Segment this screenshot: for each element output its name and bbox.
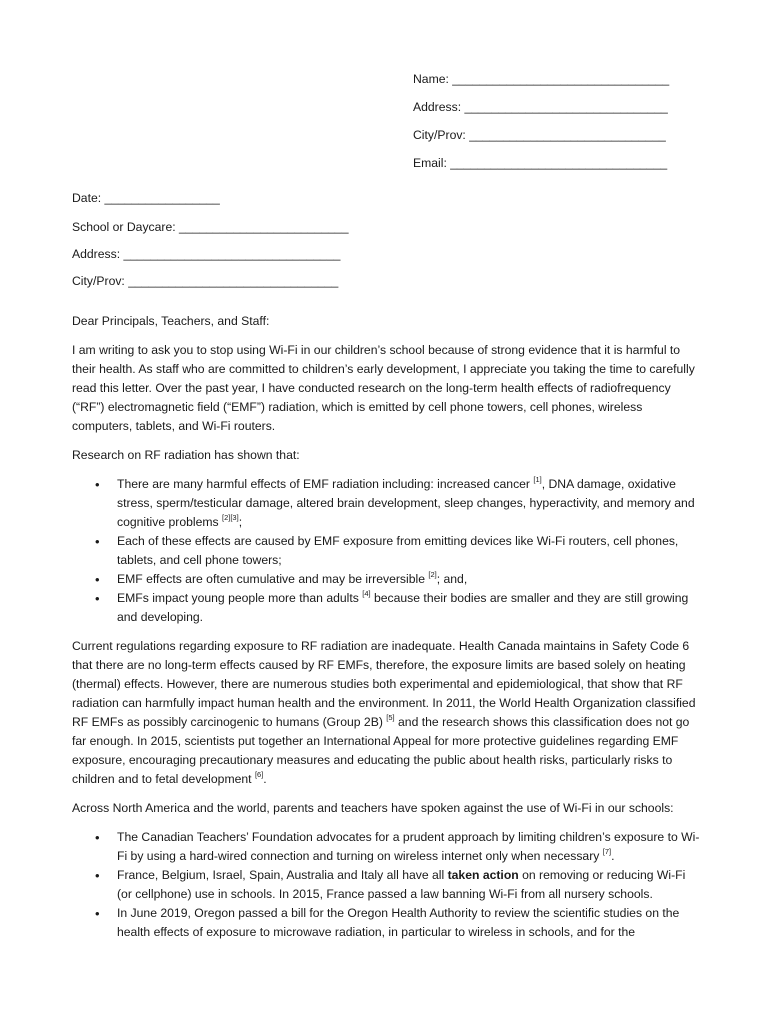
citation: [2][3] — [222, 513, 239, 522]
sender-city-field[interactable]: City/Prov: _____________________________ — [413, 128, 666, 142]
citation: [2] — [428, 570, 437, 579]
citation: [1] — [533, 475, 542, 484]
regulations-paragraph: Current regulations regarding exposure to RF radiation are inadequate. Health Canada maintains in Safety Code 6 that there are no long-term effects caused by RF EMFs, therefore, the exposure limits are based solely on heating (thermal) effects. However, there are numerous studies both experimental and epidemiological, that show that RF radiation can harmfully impact human health and the environment. In 2011, the World Health Organization classified RF EMFs as possibly carcinogenic to humans (Group 2B) [5] and the research shows this classification does not go far enough. In 2015, scientists put together an International Appeal for more protective guidelines regarding EMF exposure, encouraging precautionary measures and educating the public about health risks, particularly risks to children and to fetal development [6]. — [72, 639, 696, 786]
sender-name-field[interactable]: Name: ________________________________ — [413, 72, 670, 86]
letter-body — [72, 312, 700, 952]
school-field[interactable]: School or Daycare: _________________________ — [72, 220, 349, 234]
list-item: • The Canadian Teachers’ Foundation advocates for a prudent approach by limiting children’s exposure to Wi-Fi by using a hard-wired connection and turning on wireless internet only when necessary [7]. — [117, 828, 700, 866]
salutation: Dear Principals, Teachers, and Staff: — [72, 314, 270, 328]
citation: [4] — [362, 589, 371, 598]
citation: [6] — [254, 770, 264, 779]
world-list — [72, 828, 700, 942]
list-item: • In June 2019, Oregon passed a bill for the Oregon Health Authority to review the scientific studies on the health effects of exposure to microwave radiation, in particular to wireless in schools, and for the — [117, 904, 700, 942]
research-heading: Research on RF radiation has shown that: — [72, 448, 300, 462]
emphasis: taken action — [447, 868, 519, 882]
sender-block — [413, 70, 713, 182]
citation: [5] — [386, 713, 395, 722]
list-item: • EMFs impact young people more than adults [4] because their bodies are smaller and they are still growing and developing. — [117, 589, 700, 627]
list-item: • France, Belgium, Israel, Spain, Australia and Italy all have all taken action on removing or reducing Wi-Fi (or cellphone) use in schools. In 2015, France passed a law banning Wi-Fi from all nursery schools. — [117, 866, 700, 904]
recipient-address-field[interactable]: Address: ________________________________ — [72, 247, 341, 261]
across-heading: Across North America and the world, parents and teachers have spoken against the use of Wi-Fi in our schools: — [72, 801, 674, 815]
date-field[interactable]: Date: _________________ — [72, 191, 220, 205]
recipient-block — [72, 189, 472, 299]
intro-paragraph: I am writing to ask you to stop using Wi-Fi in our children’s school because of strong evidence that it is harmful to their health. As staff who are committed to children’s early development, I appreciate you taking the time to carefully read this letter. Over the past year, I have conducted research on the long-term health effects of radiofrequency (“RF”) electromagnetic field (“EMF”) radiation, which is emitted by cell phone towers, cell phones, wireless computers, tablets, and Wi-Fi routers. — [72, 343, 695, 433]
list-item: • There are many harmful effects of EMF radiation including: increased cancer [1], DNA damage, oxidative stress, sperm/testicular damage, altered brain development, sleep changes, hyperactivity, and memory and cognitive problems [2][3]; — [117, 475, 700, 532]
research-list — [72, 475, 700, 627]
recipient-city-field[interactable]: City/Prov: _______________________________ — [72, 274, 339, 288]
sender-email-field[interactable]: Email: ________________________________ — [413, 156, 668, 170]
citation: [7] — [602, 847, 612, 856]
sender-address-field[interactable]: Address: ______________________________ — [413, 100, 668, 114]
list-item: • Each of these effects are caused by EMF exposure from emitting devices like Wi-Fi routers, cell phones, tablets, and cell phone towers; — [117, 532, 700, 570]
list-item: • EMF effects are often cumulative and may be irreversible [2]; and, — [117, 570, 700, 589]
